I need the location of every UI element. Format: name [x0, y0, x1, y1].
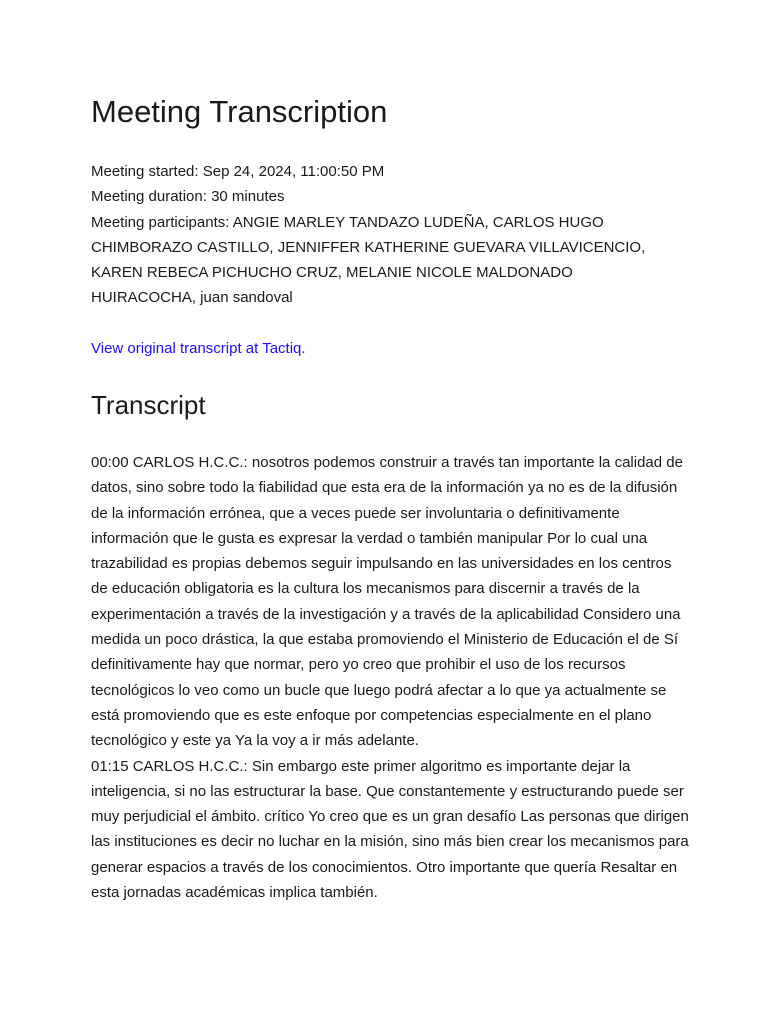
meeting-participants: Meeting participants: ANGIE MARLEY TANDAZO LUDEÑA, CARLOS HUGO CHIMBORAZO CASTILLO, JENNIFFER KATHERINE GUEVARA VILLAVICENCIO, KAREN REBECA PICHUCHO CRUZ, MELANIE NICOLE MALDONADO HUIRACOCHA, juan sandoval — [91, 213, 646, 307]
meeting-duration: Meeting duration: 30 minutes — [91, 188, 285, 206]
page-title: Meeting Transcription — [91, 94, 388, 129]
transcript-entry: 00:00 CARLOS H.C.C.: nosotros podemos construir a través tan importante la calidad de datos, sino sobre todo la fiabilidad que esta era de la información ya no es de la difusión de la información errónea, que a veces puede ser involuntaria o definitivamente información que le gusta es expresar la verdad o también manipular Por lo cual una trazabilidad es propias debemos seguir impulsando en las universidades en los centros de educación obligatoria es la cultura los mecanismos para discernir a través de la experimentación a través de la investigación y a través de la aplicabilidad Considero una medida un poco drástica, la que estaba promoviendo el Ministerio de Educación el de Sí definitivamente hay que normar, pero yo creo que prohibir el uso de los recursos tecnológicos lo veo como un bucle que luego podrá afectar a lo que ya actualmente se está promoviendo que es este enfoque por competencias especialmente en el plano tecnológico y este ya Ya la voy a ir más adelante. — [91, 454, 683, 750]
transcript-body — [91, 450, 691, 905]
meeting-metadata — [91, 159, 651, 311]
meeting-started: Meeting started: Sep 24, 2024, 11:00:50 PM — [91, 163, 385, 180]
tactiq-transcript-link[interactable]: View original transcript at Tactiq. — [91, 340, 306, 357]
transcript-entry: 01:15 CARLOS H.C.C.: Sin embargo este primer algoritmo es importante dejar la inteligencia, si no las estructurar la base. Que constantemente y estructurando puede ser muy perjudicial el ámbito. crítico Yo creo que es un gran desafío Las personas que dirigen las instituciones es decir no luchar en la misión, sino más bien crear los mecanismos para generar espacios a través de los conocimientos. Otro importante que quería Resaltar en esta jornadas académicas implica también. — [91, 757, 689, 902]
transcript-heading: Transcript — [91, 390, 206, 420]
